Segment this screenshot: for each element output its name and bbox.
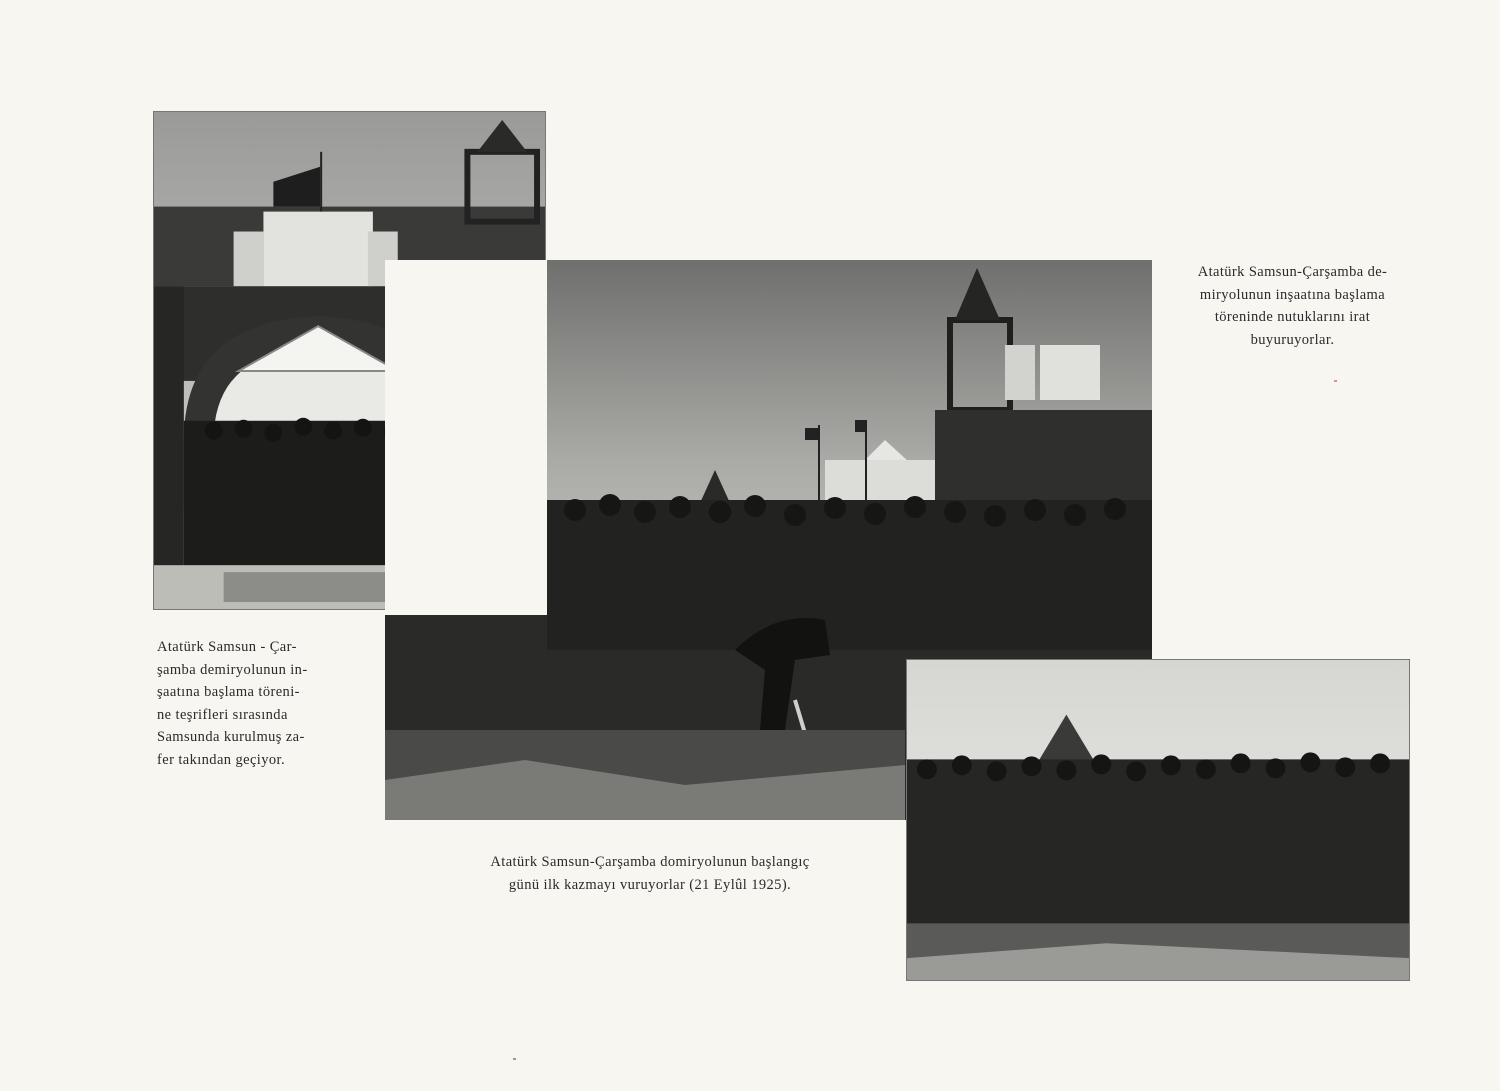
- caption-line: günü ilk kazmayı vuruyorlar (21 Eylûl 1925).: [508, 876, 792, 893]
- caption-line: şamba demiryolunun in-: [157, 661, 308, 678]
- caption-line: şaatına başlama töreni-: [157, 684, 300, 700]
- caption-arch: [157, 636, 362, 771]
- caption-line: töreninde nutuklarını irat: [1214, 309, 1371, 325]
- caption-line: Atatürk Samsun-Çarşamba domiryolunun başlangıç: [490, 854, 810, 870]
- caption-line: miryolunun inşaatına başlama: [1199, 286, 1386, 303]
- caption-line: Atatürk Samsun - Çar-: [157, 639, 297, 655]
- caption-line: Samsunda kurulmuş za-: [157, 729, 305, 745]
- caption-speech: [1160, 261, 1425, 351]
- print-speck: [1334, 380, 1337, 382]
- caption-line: Atatürk Samsun-Çarşamba de-: [1197, 264, 1388, 280]
- caption-line: ne teşrifleri sırasında: [157, 706, 288, 723]
- caption-pickaxe: [420, 851, 880, 896]
- caption-line: fer takından geçiyor.: [157, 751, 285, 768]
- print-speck: [513, 1058, 516, 1060]
- photo-officials-group: [906, 659, 1410, 981]
- caption-line: buyuruyorlar.: [1250, 331, 1335, 348]
